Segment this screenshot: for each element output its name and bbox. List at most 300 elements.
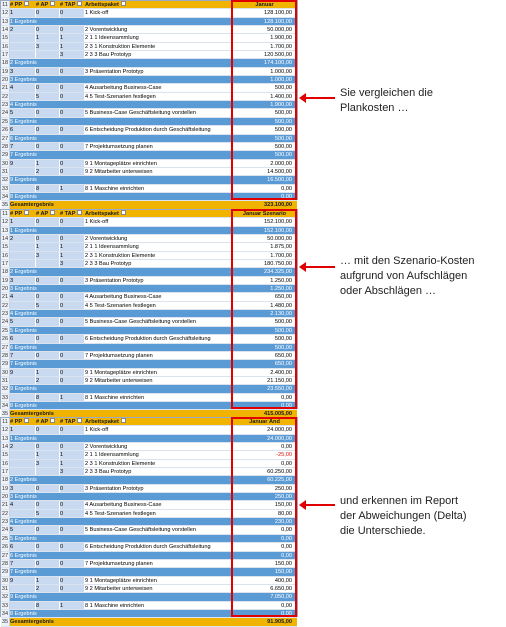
- row-number: 24: [1, 319, 9, 326]
- cell-arbeitspaket: 8 1 Maschine einrichten: [85, 602, 145, 609]
- header-ap: [36, 418, 59, 425]
- cell-value: 500,00: [274, 344, 292, 351]
- cell-pp: 9 Ergebnis: [10, 386, 37, 393]
- subtotal-row: [1, 518, 297, 526]
- cell-tap: 0: [60, 109, 84, 116]
- cell-ap: 0: [36, 543, 59, 550]
- cell-ap: 0: [36, 501, 59, 508]
- header-ap-label: # AP: [36, 211, 49, 217]
- cell-arbeitspaket: 3 Präsentation Prototyp: [85, 485, 144, 492]
- subtotal-row: [1, 435, 297, 443]
- subtotal-row: [1, 344, 297, 352]
- table-row: [1, 443, 297, 451]
- row-number: 30: [1, 369, 9, 376]
- table-row: [1, 185, 297, 193]
- table-row: [1, 485, 297, 493]
- header-row: [1, 418, 297, 426]
- cell-value: 0,00: [281, 544, 292, 551]
- cell-value: 24.000,00: [267, 427, 292, 434]
- row-number: 13: [1, 435, 9, 442]
- cell-pp: 6: [10, 335, 35, 342]
- cell-value: 500,00: [274, 143, 292, 150]
- cell-arbeitspaket: 5 Business-Case Geschäftsleitung vorstellen: [85, 319, 196, 326]
- cell-pp: 3 Ergebnis: [10, 286, 37, 293]
- cell-ap: 5: [36, 302, 59, 309]
- table-row: [1, 577, 297, 585]
- cell-tap: 0: [60, 543, 84, 550]
- subtotal-row: [1, 593, 297, 601]
- cell-arbeitspaket: 2 3 1 Konstruktion Elemente: [85, 43, 156, 50]
- header-arbeitspaket-label: Arbeitspaket: [85, 211, 119, 217]
- cell-pp: 4 Ergebnis: [10, 102, 37, 109]
- cell-pp: 6 Ergebnis: [10, 552, 37, 559]
- cell-pp: [10, 451, 35, 458]
- header-row: [1, 1, 297, 9]
- cell-value: 152.100,00: [264, 219, 292, 226]
- cell-tap: 1: [60, 460, 84, 467]
- cell-pp: 3 Ergebnis: [10, 494, 37, 501]
- cell-arbeitspaket: 2 1 1 Ideensammlung: [85, 35, 139, 42]
- header-ap: [36, 1, 59, 8]
- cell-arbeitspaket: 6 Entscheidung Produktion durch Geschäftsleitung: [85, 336, 211, 343]
- row-number: 34: [1, 193, 9, 200]
- cell-ap: 1: [36, 577, 59, 584]
- header-ap: [36, 210, 59, 217]
- cell-pp: 7: [10, 352, 35, 359]
- row-number: 35: [1, 202, 9, 209]
- row-number: 12: [1, 427, 9, 434]
- cell-pp: 2 Ergebnis: [10, 60, 37, 67]
- row-number: 14: [1, 236, 9, 243]
- cell-pp: [10, 468, 35, 475]
- row-number: 19: [1, 68, 9, 75]
- cell-value: 650,00: [274, 352, 292, 359]
- cell-ap: 0: [36, 526, 59, 533]
- cell-pp: Gesamtergebnis: [10, 411, 54, 418]
- cell-value: 0,00: [281, 185, 292, 192]
- header-row: [1, 210, 297, 218]
- cell-arbeitspaket: 2 1 1 Ideensammlung: [85, 452, 139, 459]
- cell-value: 250,00: [274, 485, 292, 492]
- cell-arbeitspaket: 1 Kick-off: [85, 219, 109, 226]
- cell-arbeitspaket: 5 Business-Case Geschäftsleitung vorstellen: [85, 110, 196, 117]
- cell-value: 500,00: [274, 118, 292, 125]
- cell-arbeitspaket: 9 1 Montageplätze einrichten: [85, 160, 157, 167]
- cell-pp: 8 Ergebnis: [10, 193, 37, 200]
- cell-value: 250,00: [274, 494, 292, 501]
- cell-tap: 0: [60, 443, 84, 450]
- cell-value: 180.750,00: [264, 261, 292, 268]
- row-number: 21: [1, 85, 9, 92]
- cell-arbeitspaket: 8 1 Maschine einrichten: [85, 394, 145, 401]
- header-pp: [10, 418, 35, 425]
- cell-value: 24.000,00: [267, 435, 292, 442]
- row-number: 33: [1, 602, 9, 609]
- cell-pp: 9: [10, 369, 35, 376]
- cell-pp: 7: [10, 143, 35, 150]
- cell-value: 150,00: [274, 560, 292, 567]
- subtotal-row: [1, 151, 297, 159]
- cell-value: 500,00: [274, 336, 292, 343]
- cell-pp: 8 Ergebnis: [10, 610, 37, 617]
- table-row: [1, 510, 297, 518]
- filter-dropdown-icon[interactable]: [77, 210, 82, 215]
- cell-pp: 1 Ergebnis: [10, 18, 37, 25]
- cell-tap: 1: [60, 451, 84, 458]
- cell-tap: 0: [60, 160, 84, 167]
- cell-value: 128.100,00: [264, 18, 292, 25]
- cell-tap: 0: [60, 510, 84, 517]
- cell-tap: 0: [60, 485, 84, 492]
- cell-ap: 0: [36, 277, 59, 284]
- cell-arbeitspaket: 6 Entscheidung Produktion durch Geschäftsleitung: [85, 127, 211, 134]
- row-number: 21: [1, 502, 9, 509]
- row-number: 18: [1, 60, 9, 67]
- row-number: 35: [1, 411, 9, 418]
- cell-value: 1.250,00: [270, 286, 292, 293]
- cell-pp: 4: [10, 84, 35, 91]
- filter-dropdown-icon[interactable]: [121, 418, 126, 423]
- cell-ap: 0: [36, 126, 59, 133]
- table-row: [1, 318, 297, 326]
- arrow-3: [305, 504, 335, 506]
- cell-arbeitspaket: 4 5 Test-Szenarien festlegen: [85, 93, 156, 100]
- cell-ap: 0: [36, 335, 59, 342]
- cell-ap: 1: [36, 243, 59, 250]
- cell-ap: 0: [36, 143, 59, 150]
- cell-tap: 0: [60, 377, 84, 384]
- cell-pp: 3 Ergebnis: [10, 77, 37, 84]
- annotation-1: [340, 86, 506, 116]
- cell-ap: 5: [36, 93, 59, 100]
- cell-pp: [10, 460, 35, 467]
- pivot-table-abweichung: [0, 417, 298, 626]
- cell-tap: 0: [60, 560, 84, 567]
- filter-dropdown-icon[interactable]: [77, 1, 82, 6]
- header-tap-label: # TAP: [60, 2, 76, 8]
- cell-ap: 2: [36, 585, 59, 592]
- cell-arbeitspaket: 2 Vorentwicklung: [85, 27, 128, 34]
- row-number: 16: [1, 43, 9, 50]
- cell-value: 0,00: [281, 193, 292, 200]
- row-number: 32: [1, 594, 9, 601]
- cell-ap: 0: [36, 426, 59, 433]
- cell-ap: 8: [36, 185, 59, 192]
- cell-value: 2.000,00: [270, 160, 292, 167]
- cell-value: 1.900,00: [270, 102, 292, 109]
- cell-arbeitspaket: 5 Business-Case Geschäftsleitung vorstellen: [85, 527, 196, 534]
- header-arbeitspaket-label: Arbeitspaket: [85, 2, 119, 8]
- cell-value: 50.000,00: [267, 236, 292, 243]
- subtotal-row: [1, 76, 297, 84]
- pivot-table-plankosten: [0, 0, 298, 209]
- cell-tap: 1: [60, 243, 84, 250]
- cell-value: 2.400,00: [270, 369, 292, 376]
- annotation-3-line-1: und erkennen im Report: [340, 495, 459, 507]
- cell-pp: 3: [10, 485, 35, 492]
- cell-arbeitspaket: 4 Ausarbeitung Business-Case: [85, 502, 162, 509]
- row-number: 30: [1, 160, 9, 167]
- row-number: 25: [1, 327, 9, 334]
- cell-arbeitspaket: 4 5 Test-Szenarien festlegen: [85, 302, 156, 309]
- cell-tap: 3: [60, 260, 84, 267]
- cell-ap: 1: [36, 369, 59, 376]
- cell-pp: [10, 34, 35, 41]
- cell-pp: [10, 510, 35, 517]
- row-number: 20: [1, 286, 9, 293]
- cell-ap: 5: [36, 510, 59, 517]
- cell-pp: 3: [10, 68, 35, 75]
- cell-pp: 7 Ergebnis: [10, 361, 37, 368]
- filter-dropdown-icon[interactable]: [24, 1, 29, 6]
- cell-arbeitspaket: 2 3 1 Konstruktion Elemente: [85, 460, 156, 467]
- cell-ap: 3: [36, 460, 59, 467]
- subtotal-row: [1, 552, 297, 560]
- row-number: 13: [1, 227, 9, 234]
- table-row: [1, 235, 297, 243]
- cell-tap: 1: [60, 394, 84, 401]
- cell-ap: 0: [36, 293, 59, 300]
- cell-value: 14.500,00: [267, 168, 292, 175]
- cell-value: -25,00: [276, 452, 292, 459]
- header-tap: [60, 418, 84, 425]
- grand-total-row: [1, 618, 297, 626]
- row-number: 19: [1, 485, 9, 492]
- cell-ap: 1: [36, 160, 59, 167]
- filter-dropdown-icon[interactable]: [24, 418, 29, 423]
- cell-tap: 0: [60, 352, 84, 359]
- cell-value: 415.005,00: [264, 411, 292, 418]
- cell-pp: 2 Ergebnis: [10, 269, 37, 276]
- cell-value: 400,00: [274, 577, 292, 584]
- table-row: [1, 84, 297, 92]
- cell-value: 23.550,00: [267, 386, 292, 393]
- cell-arbeitspaket: 9 2 Mitarbeiter unterweisen: [85, 585, 153, 592]
- filter-dropdown-icon[interactable]: [24, 210, 29, 215]
- cell-arbeitspaket: 8 1 Maschine einrichten: [85, 185, 145, 192]
- cell-tap: 0: [60, 235, 84, 242]
- subtotal-row: [1, 268, 297, 276]
- subtotal-row: [1, 385, 297, 393]
- cell-pp: 4 Ergebnis: [10, 311, 37, 318]
- cell-arbeitspaket: 2 3 3 Bau Prototyp: [85, 261, 132, 268]
- annotation-3: [340, 494, 506, 539]
- cell-pp: 6 Ergebnis: [10, 344, 37, 351]
- cell-ap: 0: [36, 318, 59, 325]
- row-number: 15: [1, 244, 9, 251]
- cell-tap: 0: [60, 93, 84, 100]
- cell-ap: 0: [36, 68, 59, 75]
- table-row: [1, 243, 297, 251]
- cell-tap: 1: [60, 43, 84, 50]
- row-number: 12: [1, 219, 9, 226]
- subtotal-row: [1, 227, 297, 235]
- row-number: 25: [1, 535, 9, 542]
- cell-tap: 0: [60, 426, 84, 433]
- table-row: [1, 369, 297, 377]
- cell-arbeitspaket: 6 Entscheidung Produktion durch Geschäftsleitung: [85, 544, 211, 551]
- cell-value: 16.500,00: [267, 177, 292, 184]
- header-tap: [60, 210, 84, 217]
- cell-pp: 4: [10, 501, 35, 508]
- cell-value: 323.100,00: [264, 202, 292, 209]
- header-pp: [10, 210, 35, 217]
- cell-pp: 3: [10, 277, 35, 284]
- cell-tap: 3: [60, 468, 84, 475]
- cell-value: 0,00: [281, 535, 292, 542]
- cell-pp: 4: [10, 293, 35, 300]
- row-number: 28: [1, 560, 9, 567]
- cell-pp: 1: [10, 426, 35, 433]
- row-number: 20: [1, 494, 9, 501]
- cell-value: 1.900,00: [270, 35, 292, 42]
- cell-ap: 0: [36, 26, 59, 33]
- cell-pp: 5 Ergebnis: [10, 535, 37, 542]
- table-row: [1, 394, 297, 402]
- row-number: 35: [1, 619, 9, 626]
- table-row: [1, 34, 297, 42]
- filter-dropdown-icon[interactable]: [77, 418, 82, 423]
- cell-value: 500,00: [274, 127, 292, 134]
- header-tap: [60, 1, 84, 8]
- cell-pp: 1 Ergebnis: [10, 227, 37, 234]
- cell-value: 0,00: [281, 444, 292, 451]
- table-row: [1, 560, 297, 568]
- header-value-column: Januar: [255, 2, 274, 8]
- row-number: 33: [1, 185, 9, 192]
- cell-pp: 5: [10, 109, 35, 116]
- cell-ap: [36, 260, 59, 267]
- cell-value: 1.700,00: [270, 43, 292, 50]
- cell-ap: 3: [36, 43, 59, 50]
- header-value-column: Januar Änd: [249, 419, 280, 425]
- table-row: [1, 602, 297, 610]
- table-row: [1, 68, 297, 76]
- cell-ap: 0: [36, 84, 59, 91]
- filter-dropdown-icon[interactable]: [121, 1, 126, 6]
- cell-tap: 0: [60, 84, 84, 91]
- cell-pp: 2 Ergebnis: [10, 477, 37, 484]
- row-number: 11: [1, 210, 10, 217]
- cell-pp: 7 Ergebnis: [10, 569, 37, 576]
- row-number: 28: [1, 143, 9, 150]
- cell-pp: [10, 302, 35, 309]
- annotation-2-line-1: … mit den Szenario-Kosten: [340, 255, 475, 267]
- filter-dropdown-icon[interactable]: [50, 210, 55, 215]
- table-row: [1, 277, 297, 285]
- table-row: [1, 43, 297, 51]
- cell-value: 500,00: [274, 327, 292, 334]
- cell-arbeitspaket: 4 Ausarbeitung Business-Case: [85, 294, 162, 301]
- cell-value: 80,00: [278, 510, 292, 517]
- cell-value: 500,00: [274, 85, 292, 92]
- cell-ap: 8: [36, 394, 59, 401]
- cell-ap: [36, 51, 59, 58]
- row-number: 13: [1, 18, 9, 25]
- cell-pp: 9 Ergebnis: [10, 594, 37, 601]
- row-number: 23: [1, 311, 9, 318]
- table-row: [1, 9, 297, 17]
- cell-ap: 0: [36, 9, 59, 16]
- row-number: 27: [1, 135, 9, 142]
- filter-dropdown-icon[interactable]: [50, 1, 55, 6]
- cell-value: 1.250,00: [270, 277, 292, 284]
- cell-tap: 1: [60, 252, 84, 259]
- cell-value: 500,00: [274, 152, 292, 159]
- subtotal-row: [1, 193, 297, 201]
- cell-pp: 2: [10, 235, 35, 242]
- table-row: [1, 501, 297, 509]
- cell-value: 21.150,00: [267, 377, 292, 384]
- cell-pp: [10, 260, 35, 267]
- cell-value: 500,00: [274, 110, 292, 117]
- cell-value: 1.400,00: [270, 93, 292, 100]
- filter-dropdown-icon[interactable]: [50, 418, 55, 423]
- row-number: 18: [1, 477, 9, 484]
- cell-ap: 0: [36, 235, 59, 242]
- cell-value: 1.700,00: [270, 252, 292, 259]
- cell-arbeitspaket: 1 Kick-off: [85, 427, 109, 434]
- row-number: 22: [1, 510, 9, 517]
- table-row: [1, 426, 297, 434]
- row-number: 24: [1, 110, 9, 117]
- row-number: 32: [1, 177, 9, 184]
- annotation-1-line-1: Sie vergleichen die: [340, 87, 433, 99]
- cell-pp: [10, 252, 35, 259]
- cell-pp: 5: [10, 526, 35, 533]
- cell-value: 7.050,00: [270, 594, 292, 601]
- row-number: 34: [1, 610, 9, 617]
- cell-tap: 3: [60, 51, 84, 58]
- cell-arbeitspaket: 7 Projektumsetzung planen: [85, 560, 153, 567]
- row-number: 17: [1, 52, 9, 59]
- cell-value: 500,00: [274, 135, 292, 142]
- row-number: 30: [1, 577, 9, 584]
- cell-tap: 0: [60, 293, 84, 300]
- table-row: [1, 93, 297, 101]
- arrow-2: [305, 266, 335, 268]
- cell-ap: 1: [36, 451, 59, 458]
- cell-arbeitspaket: 4 Ausarbeitung Business-Case: [85, 85, 162, 92]
- cell-ap: 0: [36, 560, 59, 567]
- cell-ap: 0: [36, 443, 59, 450]
- cell-value: 128.100,00: [264, 10, 292, 17]
- table-row: [1, 51, 297, 59]
- cell-pp: 6: [10, 543, 35, 550]
- cell-pp: 1: [10, 218, 35, 225]
- cell-pp: 6: [10, 126, 35, 133]
- table-row: [1, 293, 297, 301]
- table-row: [1, 168, 297, 176]
- header-ap-label: # AP: [36, 2, 49, 8]
- cell-arbeitspaket: 4 5 Test-Szenarien festlegen: [85, 510, 156, 517]
- row-number: 31: [1, 377, 9, 384]
- subtotal-row: [1, 360, 297, 368]
- cell-value: 230,00: [274, 519, 292, 526]
- row-number: 11: [1, 418, 10, 425]
- cell-value: 150,00: [274, 569, 292, 576]
- cell-value: 6.650,00: [270, 585, 292, 592]
- cell-ap: 2: [36, 168, 59, 175]
- cell-arbeitspaket: 9 1 Montageplätze einrichten: [85, 369, 157, 376]
- cell-value: 500,00: [274, 319, 292, 326]
- row-number: 17: [1, 261, 9, 268]
- cell-value: 0,00: [281, 402, 292, 409]
- subtotal-row: [1, 493, 297, 501]
- table-row: [1, 460, 297, 468]
- cell-value: 0,00: [281, 527, 292, 534]
- filter-dropdown-icon[interactable]: [121, 210, 126, 215]
